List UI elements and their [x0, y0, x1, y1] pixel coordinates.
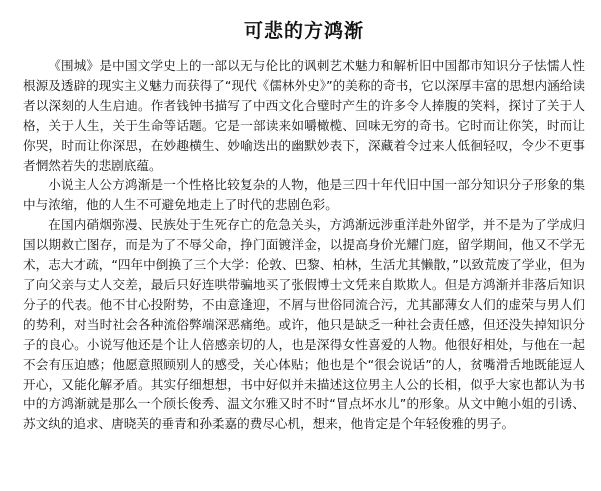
article-title: 可悲的方鸿渐 — [243, 20, 364, 42]
paragraph-protagonist: 小说主人公方鸿渐是一个性格比较复杂的人物，他是三四十年代旧中国一部分知识分子形象的集中与浓缩，他的人生不可避免地走上了时代的悲剧色彩。 — [23, 177, 585, 213]
paragraph-intro: 《围城》是中国文学史上的一部以无与伦比的讽刺艺术魅力和解析旧中国都市知识分子怯懦人性根源及透辟的现实主义魅力而获得了“现代《儒林外史》”的美称的奇书，它以深厚丰富的思想内涵给读者以深刻的人生启迪。作者钱钟书描写了中西文化合璧时产生的许多令人捧腹的笑料，探讨了关于人格，关于人生，关于生命等话题。它是一部读来如嚼橄榄、回味无穷的奇书。它时而让你笑，时而让你哭，时而让你深思，在妙趣横生、妙喻迭出的幽默妙表下，深藏着令过来人低徊轻叹，令少不更事者惘然若失的悲剧底蕴。 — [23, 58, 585, 173]
paragraph-analysis: 在国内硝烟弥漫、民族处于生死存亡的危急关头，方鸿渐远涉重洋赴外留学，并不是为了学成归国以期救亡图存，而是为了不辱父命，挣门面镀洋金，以提高身价光耀门庭，留学期间，他又不学无术，志大才疏，“四年中倒换了三个大学：伦敦、巴黎、柏林，生活尤其懒散，”以致荒废了学业，但为了向父亲与丈人交差，最后只好连哄带骗地买了张假博士文凭来自欺欺人。但是方鸿渐并非落后知识分子的代表。他不甘心投附势，不由意逢迎，不屑与世俗同流合污，尤其鄙薄女人们的虚荣与男人们的势利，对当时社会各种流俗弊端深恶痛绝。或许，他只是缺乏一种社会责任感，但还没失掉知识分子的良心。小说写他还是个让人倍感亲切的人，也是深得女性喜爱的人物。他很好相处，与他在一起不会有压迫感；他愿意照顾别人的感受，关心体贴；他也是个“很会说话”的人，贫嘴滑舌地既能逗人开心，又能化解矛盾。其实仔细想想，书中好似并未描述这位男主人公的长相，似乎大家也都认为书中的方鸿渐就是那么一个颀长俊秀、温文尔雅又时不时“冒点坏水儿”的形象。从文中鲍小姐的引诱、苏文纨的追求、唐晓芙的垂青和孙柔嘉的费尽心机，想来，他肯定是个年轻俊雅的男子。 — [23, 217, 585, 432]
